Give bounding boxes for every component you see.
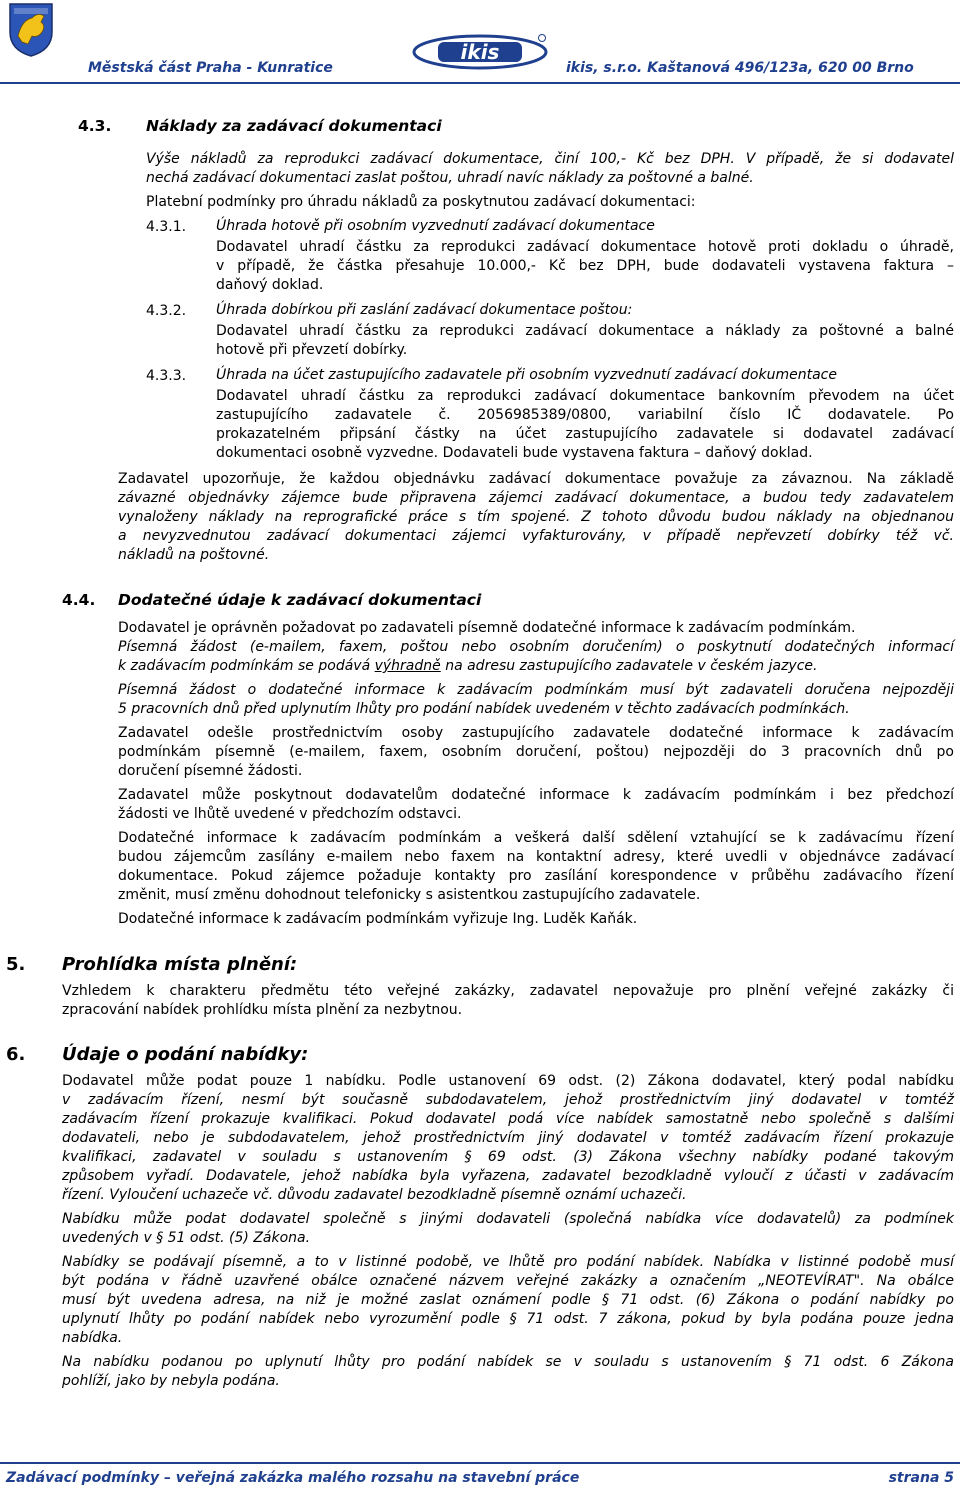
section-title: Náklady za zadávací dokumentaci	[146, 117, 442, 135]
subsection-title: Úhrada na účet zastupujícího zadavatele při osobním vyzvednutí zadávací dokumentace	[216, 367, 837, 383]
paragraph-line: způsobem vyřadí. Dodavatele, jehož nabídka byla vyřazena, zadavatel bezodkladně vyloučí z účasti v zadávacím	[62, 1168, 954, 1184]
section-title: Prohlídka místa plnění:	[62, 954, 298, 975]
paragraph: Dodatečné informace k zadávacím podmínkám vyřizuje Ing. Luděk Kaňák.	[118, 911, 638, 927]
paragraph-line: Vzhledem k charakteru předmětu této veřejné zakázky, zadavatel nepovažuje pro plnění veřejné zakázky či	[62, 983, 954, 999]
subsection-title: Úhrada hotově při osobním vyzvednutí zadávací dokumentace	[216, 218, 655, 234]
paragraph-line: Písemná žádost (e-mailem, faxem, poštou nebo osobním doručením) o poskytnutí dodatečných informací	[118, 639, 954, 655]
paragraph-line: žádosti ve lhůtě uvedené v předchozím odstavci.	[118, 806, 462, 822]
ikis-logo	[410, 32, 550, 72]
footer-divider	[0, 1462, 960, 1464]
paragraph-line: Zadavatel odešle prostřednictvím osoby zastupujícího zadavatele dodatečné informace k zadávacím	[118, 725, 954, 741]
paragraph-line: nechá zadávací dokumentaci zaslat poštou, uhradí navíc náklady za poštovné a balné.	[146, 170, 754, 186]
paragraph-line: Dodavatel uhradí částku za reprodukci zadávací dokumentace hotově proti dokladu o úhradě,	[216, 239, 954, 255]
paragraph-line: dokumentace. Pokud zájemce požaduje kontakty pro zasílání korespondence v průběhu zadávacího řízení	[118, 868, 954, 884]
paragraph-line: Nabídky se podávají písemně, a to v listinné podobě, ve lhůtě pro podání nabídek. Nabídka v listinné podobě musí	[62, 1254, 954, 1270]
paragraph-line: Na nabídku podanou po uplynutí lhůty pro podání nabídek se v souladu s ustanovením § 71 odst. 6 Zákona	[62, 1354, 954, 1370]
paragraph-line: doručení písemné žádosti.	[118, 763, 303, 779]
paragraph-line: nabídka.	[62, 1330, 123, 1346]
logo-text: ikis	[460, 40, 500, 64]
text-run: na adresu zastupujícího zadavatele v českém jazyce.	[440, 658, 818, 674]
paragraph-line: zpracování nabídek prohlídku místa plnění za nezbytnou.	[62, 1002, 463, 1018]
section-number: 5.	[6, 954, 26, 975]
paragraph-line: podmínkám písemně (e-mailem, faxem, osobním doručení, poštou) nejpozději do 3 pracovních dnů po	[118, 744, 954, 760]
paragraph-line: Dodavatel uhradí částku za reprodukci zadávací dokumentace a náklady za poštovné a balné	[216, 323, 954, 339]
paragraph-line: být podána v řádně uzavřené obálce označené názvem veřejné zakázky a označením „NEOTEVÍRAT". Na obálce	[62, 1273, 954, 1289]
paragraph-line: Zadavatel může poskytnout dodavatelům dodatečné informace k zadávacím podmínkám i bez předchozí	[118, 787, 954, 803]
paragraph-line: 5 pracovních dnů před uplynutím lhůty pro podání nabídek uvedeném v těchto zadávacích podmínkách.	[118, 701, 850, 717]
header-divider	[0, 82, 960, 84]
paragraph-line: budou zájemcům zasílány e-mailem nebo faxem na kontaktní adresy, které uvedli v objednávce zadávací	[118, 849, 954, 865]
paragraph-line: Dodatečné informace k zadávacím podmínkám a veškerá další sdělení vztahující se k zadávacímu řízení	[118, 830, 954, 846]
text-run: k zadávacím podmínkám se podává	[118, 658, 375, 674]
paragraph-line: Písemná žádost o dodatečné informace k zadávacím podmínkám musí být zadavateli doručena nejpozději	[118, 682, 954, 698]
paragraph-line: Nabídku může podat dodavatel společně s jinými dodavateli (společná nabídka více dodavatelů) za podmínek	[62, 1211, 954, 1227]
paragraph: Platební podmínky pro úhradu nákladů za poskytnutou zadávací dokumentaci:	[146, 194, 696, 210]
paragraph-line: závazné objednávky zájemce bude připravena zájemci zadávací dokumentace, a budou tedy zadavatelem	[118, 490, 954, 506]
paragraph-line: dodavateli, nebo je subdodavatelem, jehož prostřednictvím jiný dodavatel v tomtéž zadávacím řízení prokazuje	[62, 1130, 954, 1146]
paragraph-line: v zadávacím řízení, nesmí být současně subdodavatelem, jehož prostřednictvím jiný dodavatel v tomtéž	[62, 1092, 954, 1108]
section-title: Údaje o podání nabídky:	[62, 1044, 309, 1065]
subsection-title: Úhrada dobírkou při zaslání zadávací dokumentace poštou:	[216, 302, 633, 318]
paragraph-line: Výše nákladů za reprodukci zadávací dokumentace, činí 100,- Kč bez DPH. V případě, že si dodavatel	[146, 151, 954, 167]
paragraph-line: musí být uvedena adresa, na niž je možné zaslat oznámení podle § 71 odst. (6) Zákona o podání nabídky po	[62, 1292, 954, 1308]
section-number: 4.4.	[62, 591, 96, 609]
header-municipality: Městská část Praha - Kunratice	[88, 60, 333, 76]
paragraph-line: daňový doklad.	[216, 277, 324, 293]
paragraph-line: Zadavatel upozorňuje, že každou objednávku zadávací dokumentace považuje za závaznou. Na základě	[118, 471, 954, 487]
page-number: strana 5	[888, 1470, 954, 1486]
paragraph-line	[118, 657, 817, 676]
paragraph-line: hotově při převzetí dobírky.	[216, 342, 408, 358]
paragraph-line: kvalifikaci, zadavatel v souladu s ustanovením § 69 odst. (3) Zákona všechny nabídky podané takovým	[62, 1149, 954, 1165]
subsection-number: 4.3.2.	[146, 303, 187, 319]
coat-of-arms-icon	[8, 2, 54, 58]
footer-document-title: Zadávací podmínky – veřejná zakázka malého rozsahu na stavební práce	[6, 1470, 580, 1486]
paragraph-line: Dodavatel uhradí částku za reprodukci zadávací dokumentace bankovním převodem na účet	[216, 388, 954, 404]
paragraph-line: dokumentaci osobně vyzvedne. Dodavateli bude vystavena faktura – daňový doklad.	[216, 445, 813, 461]
paragraph-line: uvedených v § 51 odst. (5) Zákona.	[62, 1230, 311, 1246]
underlined-word: výhradně	[374, 658, 441, 674]
paragraph-line: nákladů na poštovné.	[118, 547, 270, 563]
header-company-address: ikis, s.r.o. Kaštanová 496/123a, 620 00 Brno	[566, 60, 914, 76]
paragraph-line: a nevyzvednutou zadávací dokumentaci zájemci vyfakturovány, v případě nepřevzetí dobírky též vč.	[118, 528, 954, 544]
section-number: 6.	[6, 1044, 26, 1065]
page-header	[0, 0, 960, 82]
section-title: Dodatečné údaje k zadávací dokumentaci	[118, 591, 482, 609]
paragraph-line: pohlíží, jako by nebyla podána.	[62, 1373, 280, 1389]
paragraph-line: změnit, musí změnu dohodnout telefonicky s asistentkou zastupujícího zadavatele.	[118, 887, 701, 903]
paragraph-line: vynaloženy náklady na reprografické práce s tím spojené. Z tohoto důvodu budou náklady na objednanou	[118, 509, 954, 525]
section-number: 4.3.	[78, 117, 112, 135]
subsection-number: 4.3.1.	[146, 219, 187, 235]
paragraph-line: zadávacím řízení prokazuje kvalifikaci. Pokud dodavatel podá více nabídek samostatně nebo společně s dalšími	[62, 1111, 954, 1127]
paragraph-line: uplynutí lhůty po podání nabídek nebo vyrozumění podle § 71 odst. 7 zákona, pokud by byla podána pouze jedna	[62, 1311, 954, 1327]
paragraph-line: zastupujícího zadavatele č. 2056985389/0800, variabilní číslo IČ dodavatele. Po	[216, 407, 954, 423]
paragraph-line: prokazatelném připsání částky na účet zastupujícího zadavatele si dodavatel zadávací	[216, 426, 954, 442]
paragraph-line: Dodavatel je oprávněn požadovat po zadavateli písemně dodatečné informace k zadávacím podmínkám.	[118, 620, 856, 636]
paragraph-line: Dodavatel může podat pouze 1 nabídku. Podle ustanovení 69 odst. (2) Zákona dodavatel, který podal nabídku	[62, 1073, 954, 1089]
subsection-number: 4.3.3.	[146, 368, 187, 384]
paragraph-line: řízení. Vyloučení uchazeče vč. důvodu zadavatel bezodkladně písemně oznámí uchazeči.	[62, 1187, 687, 1203]
paragraph-line: v případě, že částka přesahuje 10.000,- Kč bez DPH, bude dodavateli vystavena faktura –	[216, 258, 954, 274]
